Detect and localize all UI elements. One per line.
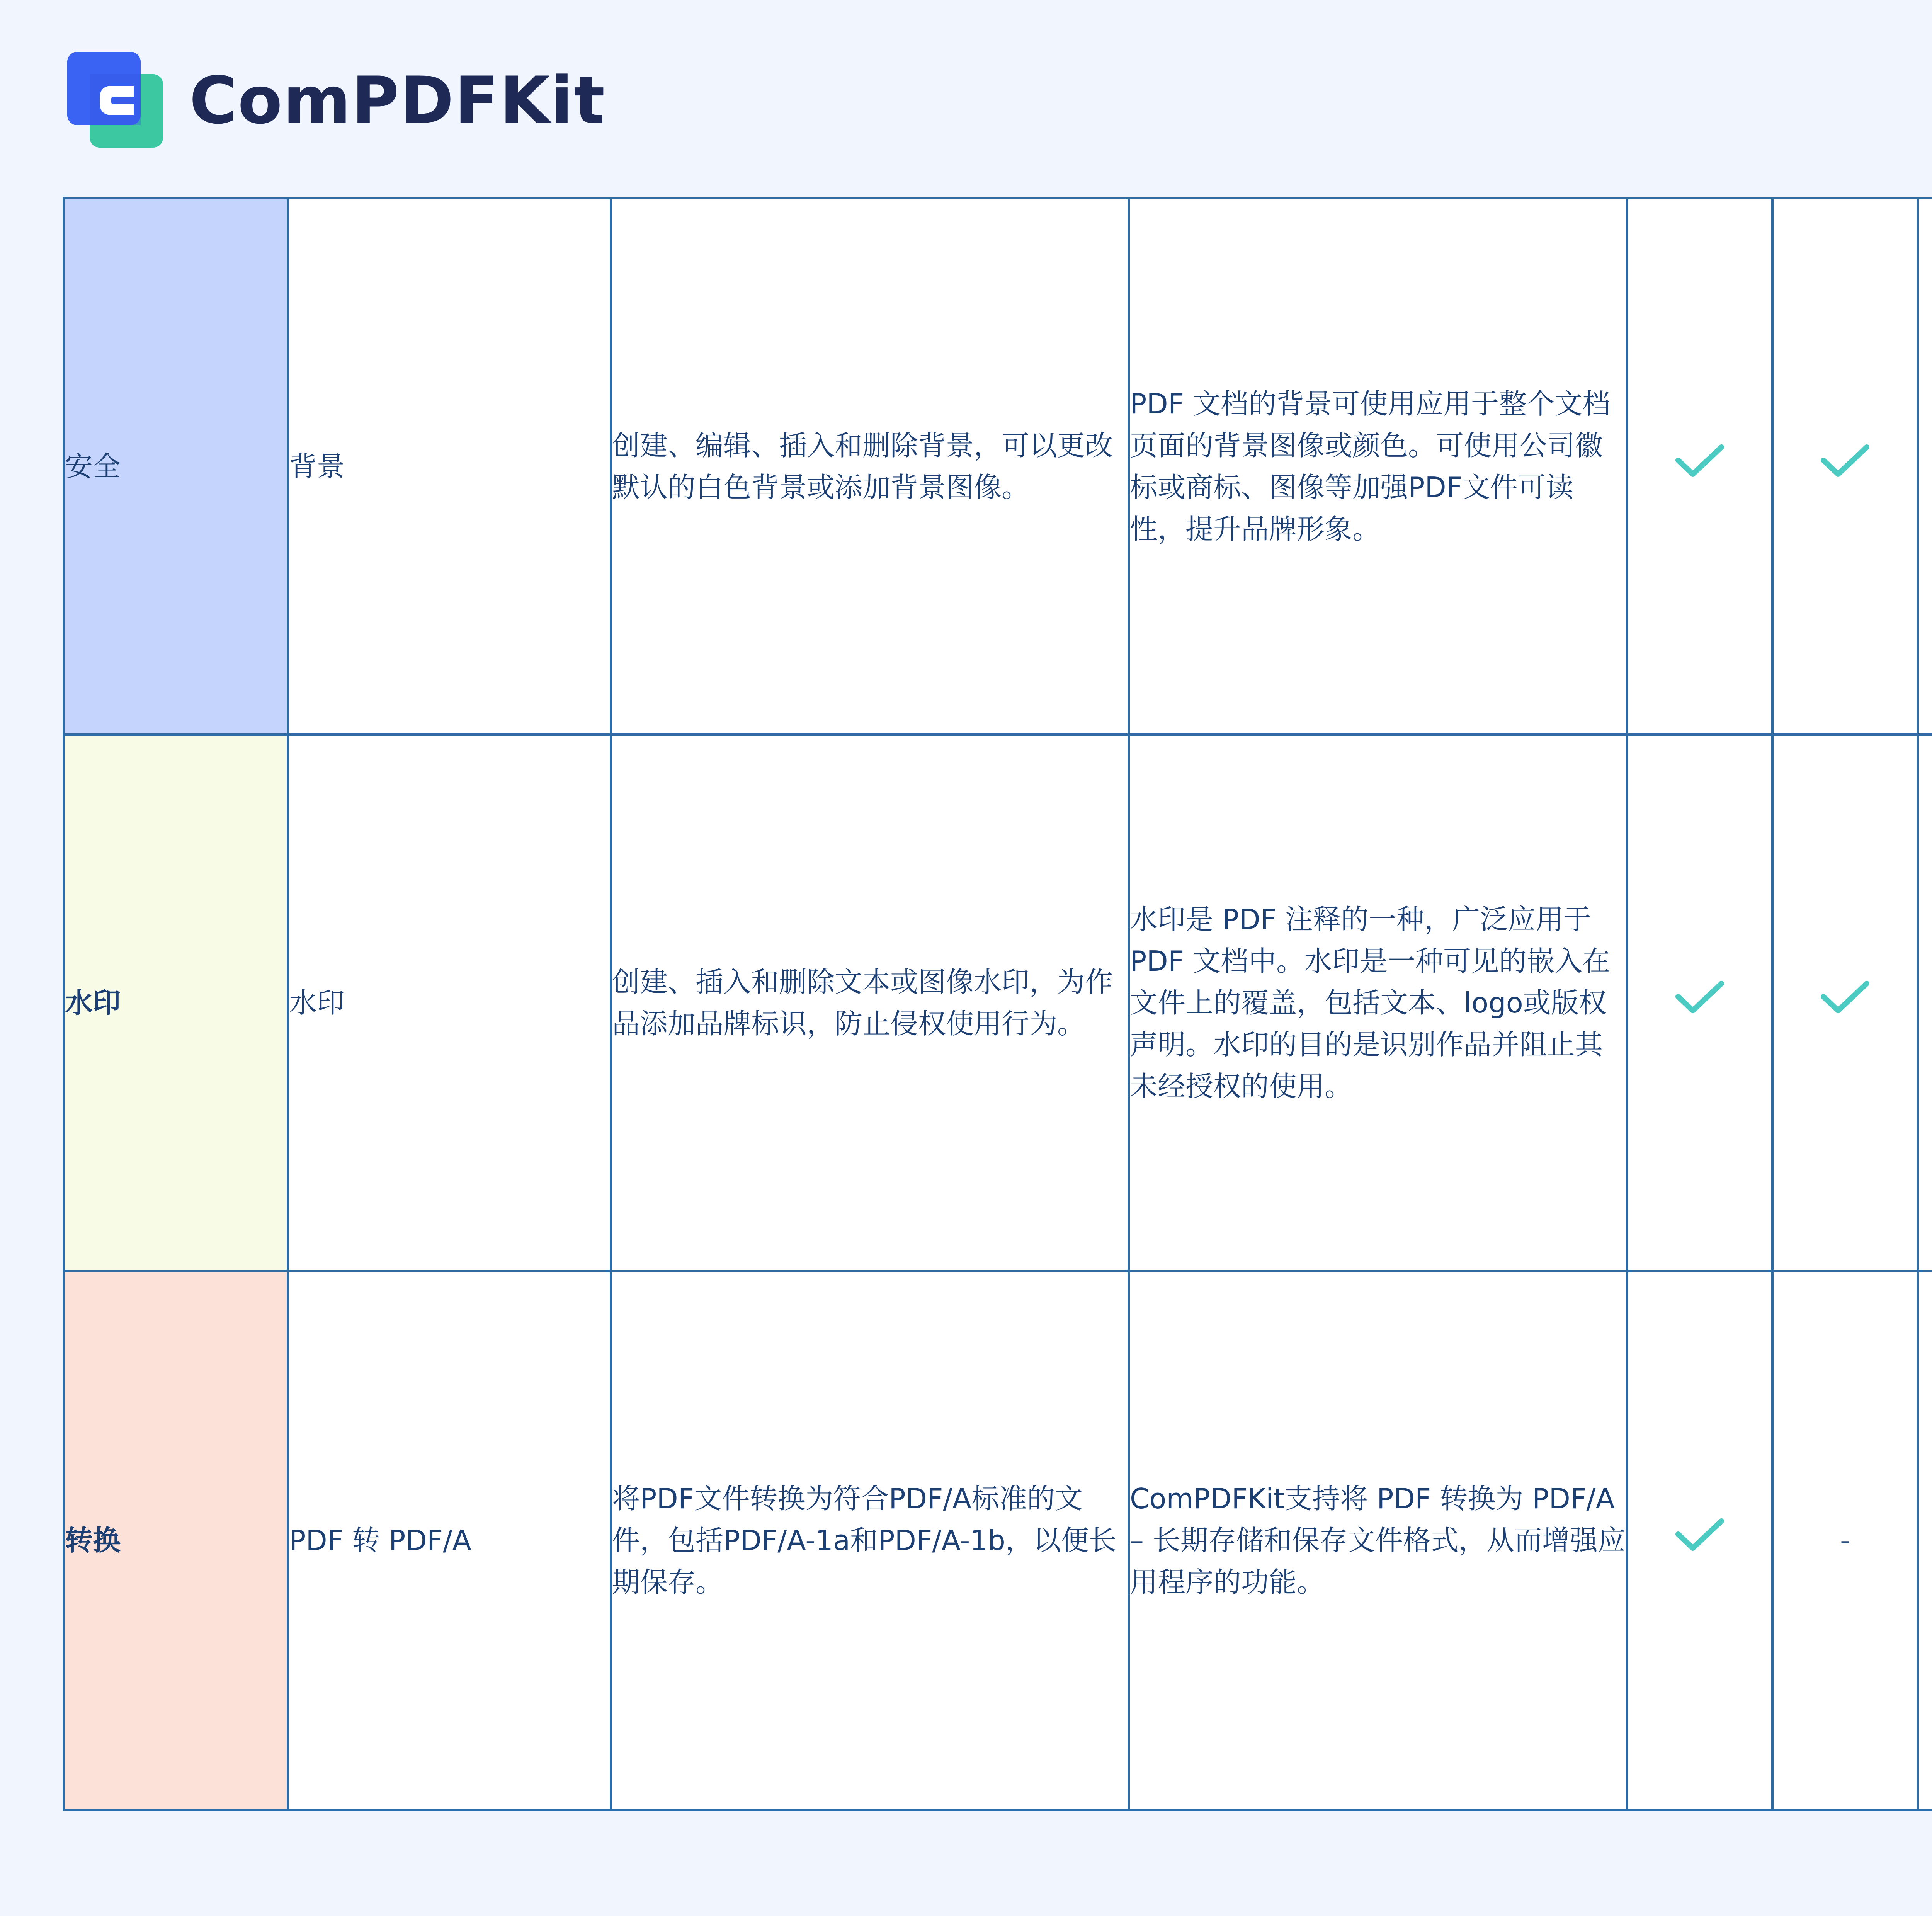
support-cell — [1772, 198, 1918, 735]
feature-name-cell: 水印 — [288, 735, 611, 1271]
feature-name-cell: PDF 转 PDF/A — [288, 1271, 611, 1810]
support-cell — [1918, 735, 1932, 1271]
table-row-watermark — [64, 735, 1932, 1271]
checkmark-icon — [1673, 991, 1727, 1023]
feature-description-cell: 创建、插入和删除文本或图像水印，为作品添加品牌标识，防止侵权使用行为。 — [611, 735, 1129, 1271]
support-cell — [1627, 1271, 1772, 1810]
brand-name: ComPDFKit — [189, 63, 606, 138]
feature-detail-cell: PDF 文档的背景可使用应用于整个文档页面的背景图像或颜色。可使用公司徽标或商标、图像等加强PDF文件可读性，提升品牌形象。 — [1129, 198, 1627, 735]
support-cell — [1918, 198, 1932, 735]
checkmark-icon — [1818, 454, 1872, 487]
support-cell — [1627, 198, 1772, 735]
compdfkit-logo-icon — [66, 50, 166, 151]
feature-description-cell: 将PDF文件转换为符合PDF/A标准的文件，包括PDF/A-1a和PDF/A-1b，以便长期保存。 — [611, 1271, 1129, 1810]
category-cell: 安全 — [64, 198, 288, 735]
checkmark-icon — [1673, 454, 1727, 487]
checkmark-icon — [1818, 991, 1872, 1023]
support-cell — [1918, 1271, 1932, 1810]
feature-table — [63, 197, 1932, 1811]
feature-detail-cell: 水印是 PDF 注释的一种，广泛应用于PDF 文档中。水印是一种可见的嵌入在文件上的覆盖，包括文本、logo或版权声明。水印的目的是识别作品并阻止其未经授权的使用。 — [1129, 735, 1627, 1271]
feature-name-cell: 背景 — [288, 198, 611, 735]
table-row-convert — [64, 1271, 1932, 1810]
feature-description-cell: 创建、编辑、插入和删除背景，可以更改默认的白色背景或添加背景图像。 — [611, 198, 1129, 735]
feature-detail-cell: ComPDFKit支持将 PDF 转换为 PDF/A – 长期存储和保存文件格式，从而增强应用程序的功能。 — [1129, 1271, 1627, 1810]
support-cell — [1772, 735, 1918, 1271]
not-supported-dash: - — [1840, 1524, 1850, 1557]
table-row-security — [64, 198, 1932, 735]
category-cell: 转换 — [64, 1271, 288, 1810]
category-cell: 水印 — [64, 735, 288, 1271]
brand-header — [66, 48, 605, 153]
checkmark-icon — [1673, 1528, 1727, 1561]
support-cell — [1627, 735, 1772, 1271]
support-cell — [1772, 1271, 1918, 1810]
